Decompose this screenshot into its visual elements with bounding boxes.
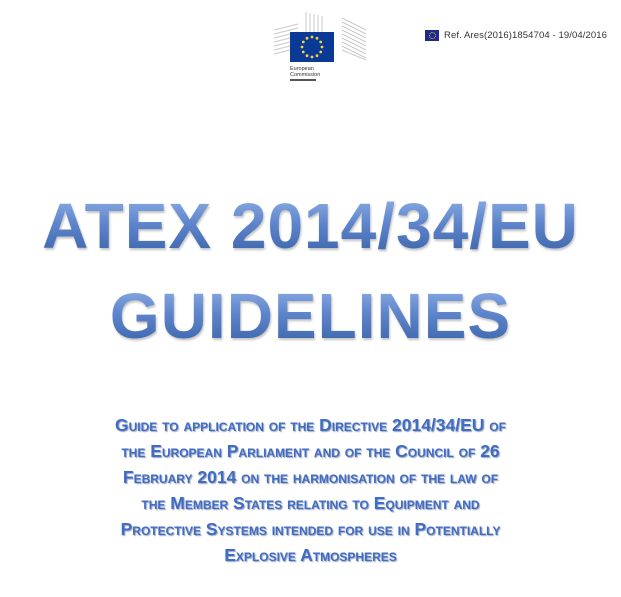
document-reference	[425, 30, 607, 41]
svg-text:European: European	[290, 66, 314, 72]
subtitle	[20, 412, 601, 568]
reference-text: Ref. Ares(2016)1854704 - 19/04/2016	[444, 30, 608, 41]
eu-flag-icon	[425, 30, 439, 41]
subtitle-line: Explosive Atmospheres	[224, 545, 397, 565]
svg-text:Commission: Commission	[290, 72, 321, 78]
subtitle-line: the Member States relating to Equipment and	[141, 493, 480, 513]
subtitle-line: Protective Systems intended for use in Potentially	[120, 519, 501, 539]
european-commission-logo-icon	[270, 8, 370, 82]
european-commission-logo	[270, 8, 370, 82]
title-line-1: ATEX 2014/34/EU	[0, 194, 621, 258]
subtitle-line: Guide to application of the Directive 2014/34/EU of	[115, 415, 506, 435]
title-line-2: GUIDELINES	[0, 284, 621, 348]
subtitle-line: February 2014 on the harmonisation of the law of	[122, 467, 499, 487]
subtitle-line: the European Parliament and of the Council of 26	[121, 441, 500, 461]
